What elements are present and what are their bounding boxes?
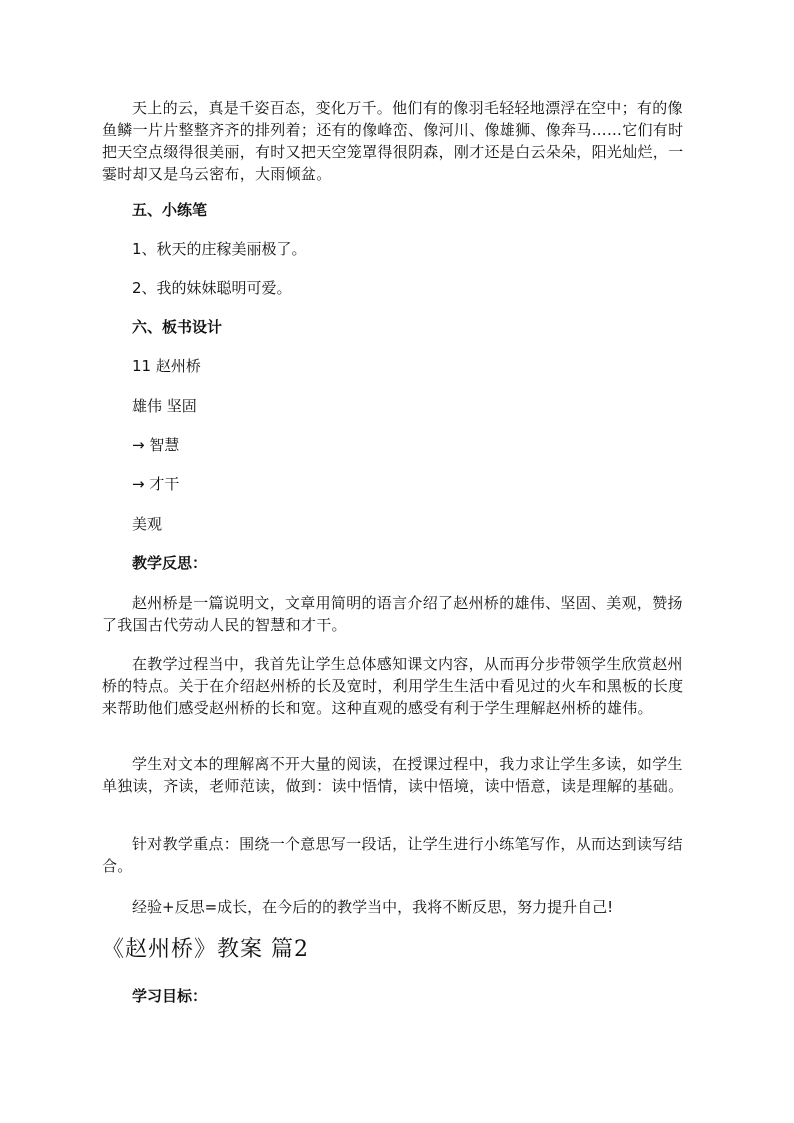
- reflection-paragraph-1: 赵州桥是一篇说明文，文章用简明的语言介绍了赵州桥的雄伟、坚固、美观，赞扬了我国古代劳动人民的智慧和才干。: [102, 594, 683, 634]
- board-line-1: 雄伟 坚固: [132, 397, 197, 415]
- board-title: 11 赵州桥: [132, 357, 201, 375]
- heading-board-design: 六、板书设计: [132, 318, 223, 336]
- board-line-4: 美观: [132, 515, 163, 533]
- reflection-paragraph-5: 经验+反思=成长，在今后的的教学当中，我将不断反思，努力提升自己!: [132, 898, 614, 916]
- paragraph-clouds: 天上的云，真是千姿百态，变化万千。他们有的像羽毛轻轻地漂浮在空中；有的像鱼鳞一片片整整齐齐的排列着；还有的像峰峦、像河川、像雄狮、像奔马……它们有时把天空点缀得很美丽，有时又把天空笼罩得很阴森，刚才还是白云朵朵，阳光灿烂，一霎时却又是乌云密布，大雨倾盆。: [102, 99, 684, 183]
- reflection-paragraph-3: 学生对文本的理解离不开大量的阅读，在授课过程中，我力求让学生多读，如学生单独读，齐读，老师范读，做到：读中悟情，读中悟境，读中悟意，读是理解的基础。: [102, 755, 684, 795]
- reflection-paragraph-2: 在教学过程当中，我首先让学生总体感知课文内容，从而再分步带领学生欣赏赵州桥的特点。关于在介绍赵州桥的长及宽时，利用学生生活中看见过的火车和黑板的长度来帮助他们感受赵州桥的长和宽。这种直观的感受有利于学生理解赵州桥的雄伟。: [102, 655, 684, 717]
- heading-reflection: 教学反思：: [132, 554, 208, 572]
- board-line-2: → 智慧: [132, 436, 180, 454]
- board-line-3: → 才干: [132, 475, 180, 493]
- practice-item-2: 2、我的妹妹聪明可爱。: [132, 279, 292, 297]
- practice-item-1: 1、秋天的庄稼美丽极了。: [132, 240, 307, 258]
- heading-practice: 五、小练笔: [132, 201, 208, 219]
- reflection-paragraph-4: 针对教学重点：围绕一个意思写一段话，让学生进行小练笔写作，从而达到读写结合。: [102, 835, 683, 875]
- section-title: 《赵州桥》教案 篇2: [102, 937, 309, 962]
- heading-goals: 学习目标：: [132, 987, 208, 1005]
